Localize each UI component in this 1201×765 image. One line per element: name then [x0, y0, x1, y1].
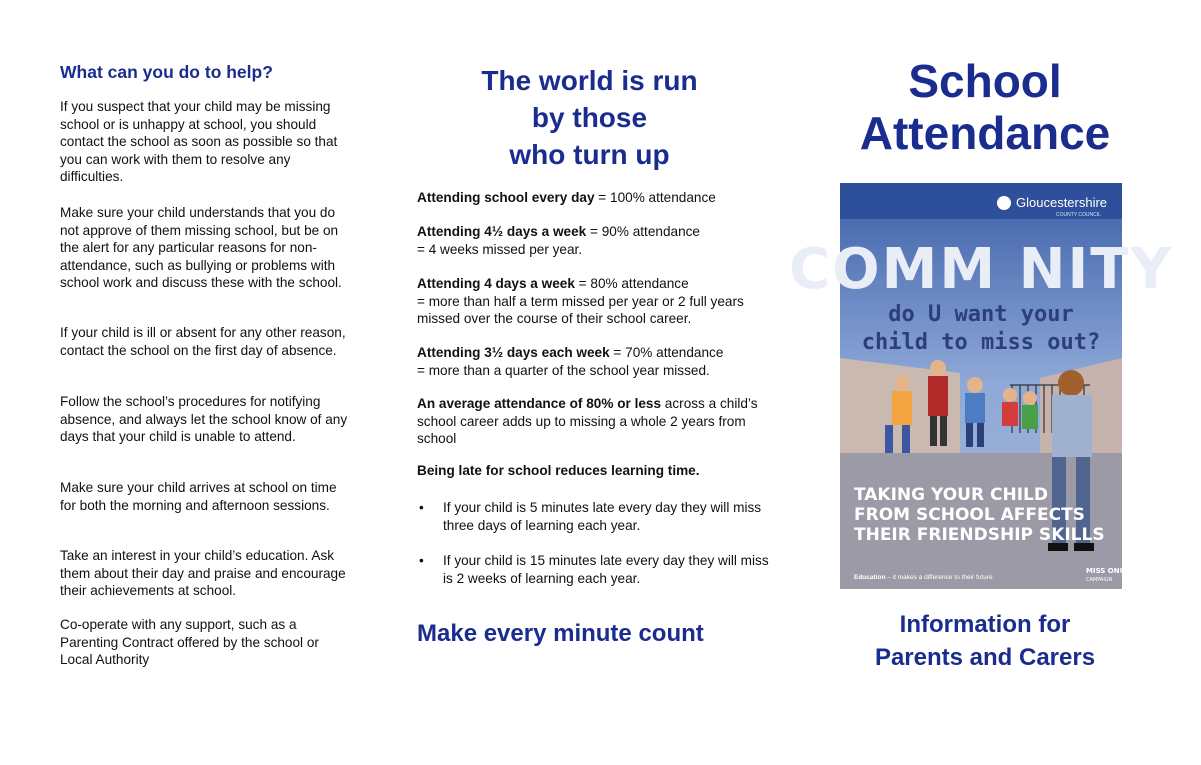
poster-question-line1: do U want your [888, 302, 1074, 327]
campaign-logo: MISS ONU [1086, 567, 1126, 575]
help-paragraph-procedures: Follow the school’s procedures for notifying absence, and always let the school know of any days that your child is unable to attend. [60, 394, 348, 444]
council-subtitle: COUNTY COUNCIL [1056, 212, 1101, 218]
campaign-logo-subtitle: CAMPAIGN [1086, 577, 1113, 583]
cover-title: School Attendance [859, 55, 1111, 159]
poster-illustration [788, 183, 1174, 589]
help-paragraph-interest: Take an interest in your child’s education. Ask them about their day and praise and encourage their achievements at school. [60, 548, 346, 598]
stat-four-half-days: Attending 4½ days a week = 90% attendance = 4 weeks missed per year. [417, 224, 700, 257]
help-paragraph-cooperate: Co-operate with any support, such as a Parenting Contract offered by the school or Local Authority [60, 617, 319, 667]
stat-every-day: Attending school every day = 100% attendance [417, 190, 716, 205]
middle-title: The world is run by those who turn up [481, 65, 698, 170]
council-crest-icon [997, 196, 1011, 210]
help-paragraph-on-time: Make sure your child arrives at school on time for both the morning and afternoon sessions. [60, 480, 337, 513]
stat-eighty-percent: An average attendance of 80% or less across a child’s school career adds up to missing a whole 2 years from school [417, 396, 758, 446]
campaign-poster [788, 183, 1174, 589]
help-paragraph-contact: If you suspect that your child may be missing school or is unhappy at school, you should contact the school as soon as possible so that you can work with them to resolve any difficulties. [60, 99, 338, 184]
help-heading: What can you do to help? [60, 62, 273, 82]
list-item: • If your child is 5 minutes late every day they will miss three days of learning each year. [419, 500, 762, 533]
stat-four-days: Attending 4 days a week = 80% attendance = more than half a term missed per year or 2 full years missed over the course of their school career. [417, 276, 744, 326]
poster-headline: COMM NITY [788, 237, 1174, 302]
help-paragraph-approve: Make sure your child understands that you do not approve of them missing school, but be on the alert for any particular reasons for non-attendance, such as bullying or problems with school work and discuss these with the school. [60, 205, 342, 290]
poster-footer: Education – it makes a difference to their future [854, 574, 993, 581]
council-logo: Gloucestershire [1016, 195, 1108, 210]
audience-heading: Information for Parents and Carers [874, 611, 1096, 671]
late-heading: Being late for school reduces learning time. [417, 463, 700, 478]
poster-message-line2: FROM SCHOOL AFFECTS [854, 505, 1085, 525]
poster-message-line3: THEIR FRIENDSHIP SKILLS [854, 525, 1105, 545]
slogan: Make every minute count [417, 620, 704, 647]
poster-message-line1: TAKING YOUR CHILD [854, 485, 1048, 505]
poster-question-line2: child to miss out? [861, 330, 1101, 355]
stat-three-half-days: Attending 3½ days each week = 70% attendance = more than a quarter of the school year missed. [417, 345, 724, 378]
help-paragraph-ill: If your child is ill or absent for any other reason, contact the school on the first day of absence. [60, 325, 346, 358]
list-item: • If your child is 15 minutes late every day they will miss is 2 weeks of learning each year. [419, 553, 769, 586]
